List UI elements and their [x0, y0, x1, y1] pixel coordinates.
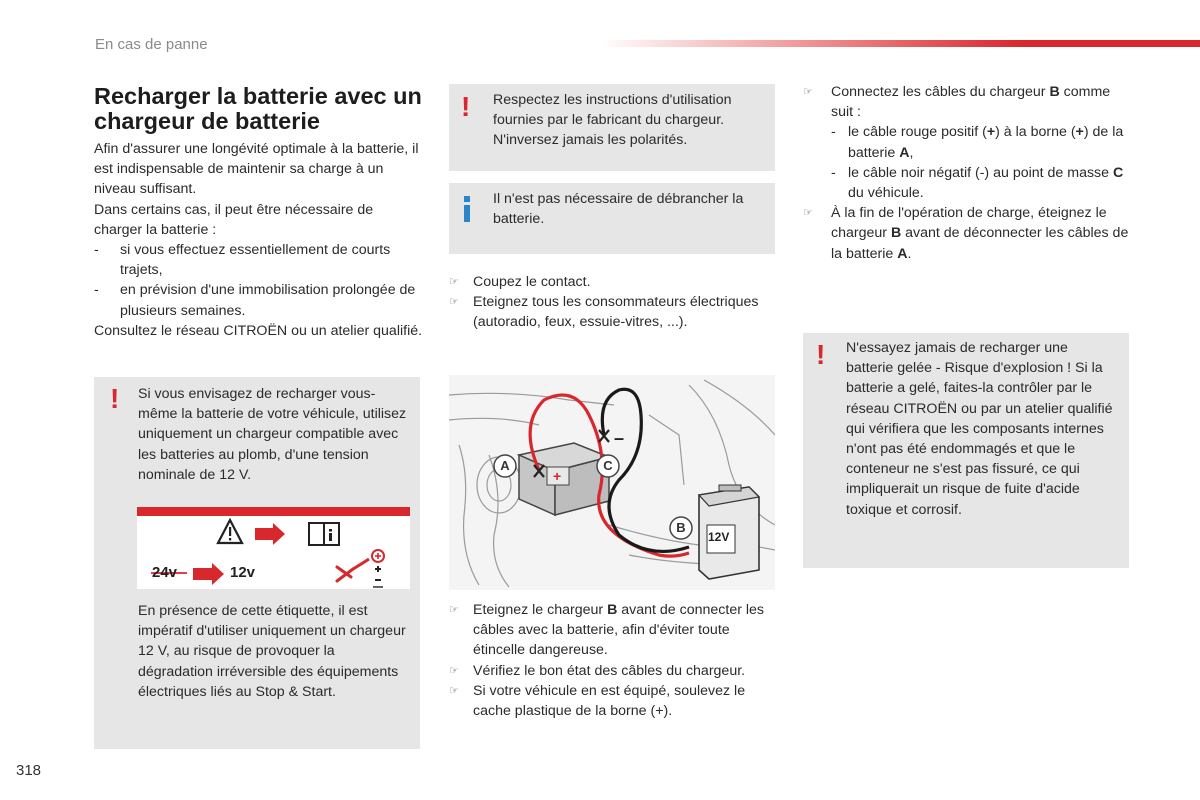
text-run-bold: C [1112, 164, 1124, 181]
warning-label-image [137, 507, 410, 589]
text-run: À la fin de l'opération de charge, éteignez le chargeur [831, 205, 1107, 242]
arrow-bullet-icon: ☞ [449, 276, 459, 288]
page-title: Recharger la batterie avec un chargeur de batterie [94, 83, 422, 134]
dash-marker: - [94, 242, 99, 259]
text-run-bold: B [1049, 84, 1060, 100]
label-12v: 12v [230, 564, 256, 581]
list-item-text: Vérifiez le bon état des câbles du chargeur. [473, 662, 746, 679]
text-run: comme suit : [831, 84, 1111, 121]
list-item [449, 600, 775, 661]
list-item [803, 82, 1133, 122]
diagram-label-a: A [500, 458, 510, 473]
list-item-text: si vous effectuez essentiellement de courts trajets, [120, 242, 391, 279]
list-item-text [848, 163, 1133, 203]
steps-connect [803, 82, 1133, 264]
arrow-bullet-icon: ☞ [803, 207, 813, 220]
warning-box-polarity [449, 84, 775, 171]
steps-after [449, 600, 775, 721]
warning-text: N'essayez jamais de recharger une batterie gelée - Risque d'explosion ! Si la batterie a gelé, faites-la contrôler par le réseau CITROËN ou par un atelier qualifié qui vérifiera que les composants internes n'ont pas été endommagés et que le conteneur ne s'est pas fissuré, ce qui impliquerait un risque de fuite d'acide toxique et corrosif. [846, 340, 1113, 518]
consult-paragraph: Consultez le réseau CITROËN ou un atelier qualifié. [94, 322, 423, 339]
arrow-bullet-icon: ☞ [803, 86, 813, 98]
arrow-bullet-icon: ☞ [449, 604, 459, 616]
arrow-bullet-icon: ☞ [449, 684, 459, 697]
arrow-bullet-icon: ☞ [449, 296, 459, 309]
list-item-text: Si votre véhicule en est équipé, soulevez le cache plastique de la borne (+). [473, 682, 746, 720]
text-run: Eteignez le chargeur [473, 602, 608, 618]
red-arrow-icon [193, 563, 224, 585]
text-run: le câble rouge positif ( [848, 124, 987, 141]
section-title: En cas de panne [95, 36, 208, 53]
sub-list-item [803, 163, 1133, 203]
cases-paragraph: Dans certains cas, il peut être nécessaire de charger la batterie : [94, 201, 374, 238]
text-run-bold: A [897, 245, 908, 262]
label-note-text: En présence de cette étiquette, il est impératif d'utiliser uniquement un chargeur 12 V, au risque de provoquer la dégradation irréversible des équipements électriques liés au Stop & Start. [138, 603, 406, 700]
text-run: avant de déconnecter les câbles de la batterie [831, 225, 1129, 262]
battery-charger-diagram [449, 375, 775, 590]
dash-marker: - [94, 282, 99, 299]
list-item-text [473, 600, 775, 661]
text-run: . [907, 245, 912, 262]
text-run-bold: + [986, 124, 996, 141]
info-text: Il n'est pas nécessaire de débrancher la batterie. [493, 191, 744, 228]
header-accent-bar [600, 40, 1200, 47]
page-number: 318 [16, 762, 42, 779]
text-run: le câble noir négatif (-) au point de masse [848, 164, 1113, 181]
arrow-bullet-icon: ☞ [449, 664, 459, 677]
text-run: du véhicule. [848, 185, 924, 202]
warning-exclamation-icon: ! [461, 91, 471, 122]
text-run: , [909, 144, 914, 161]
list-item [94, 240, 424, 280]
list-item [803, 203, 1133, 264]
svg-text:+: + [553, 468, 562, 484]
text-run: ) à la borne ( [995, 124, 1076, 141]
list-item [449, 681, 775, 721]
dash-marker: - [831, 124, 836, 141]
list-item-text: Eteignez tous les consommateurs électriques (autoradio, feux, essuie-vitres, ...). [473, 294, 759, 331]
list-item [94, 280, 424, 320]
warning-text: Respectez les instructions d'utilisation fournies par le fabricant du chargeur. N'inversez jamais les polarités. [493, 92, 732, 149]
list-item-text: Coupez le contact. [473, 274, 591, 290]
intro-text-block [94, 139, 424, 341]
list-item-text [848, 122, 1133, 162]
steps-before [449, 272, 775, 333]
info-icon [463, 196, 471, 222]
red-arrow-icon [255, 523, 285, 545]
warning-exclamation-icon: ! [816, 339, 826, 370]
dash-marker: - [831, 164, 836, 181]
diagram-label-b: B [676, 520, 686, 535]
warning-box-frozen [803, 333, 1129, 568]
text-run: ) de la batterie [848, 124, 1124, 161]
clamp-icon [337, 567, 353, 581]
list-item [449, 661, 775, 681]
sub-list-item [803, 122, 1133, 162]
text-run: Connectez les câbles du chargeur [831, 84, 1050, 100]
warning-text: Si vous envisagez de recharger vous-même la batterie de votre véhicule, utilisez uniquement un chargeur compatible avec les batteries au plomb, d'une tension nominale de 12 V. [138, 386, 407, 483]
minus-sign: – [614, 428, 625, 448]
label-24v: 24v [152, 564, 178, 581]
info-box-battery [449, 183, 775, 254]
list-item-text [831, 203, 1133, 264]
list-item [449, 272, 775, 292]
warning-exclamation-icon: ! [110, 383, 120, 414]
list-item-text: en prévision d'une immobilisation prolongée de plusieurs semaines. [120, 282, 416, 319]
text-run: avant de connecter les câbles avec la batterie, afin d'éviter toute étincelle dangereuse. [473, 602, 765, 659]
text-run-bold: B [890, 225, 902, 242]
charger-voltage-label: 12V [708, 530, 730, 544]
list-item-text [831, 82, 1133, 122]
intro-paragraph: Afin d'assurer une longévité optimale à la batterie, il est indispensable de maintenir sa charge à un niveau suffisant. [94, 141, 419, 198]
text-run-bold: A [899, 144, 910, 161]
warning-box-charger [94, 377, 420, 749]
text-run-bold: + [1075, 124, 1084, 141]
label-pictograms [137, 507, 410, 589]
list-item [449, 292, 775, 332]
text-run-bold: B [607, 602, 618, 618]
diagram-label-c: C [603, 458, 613, 473]
